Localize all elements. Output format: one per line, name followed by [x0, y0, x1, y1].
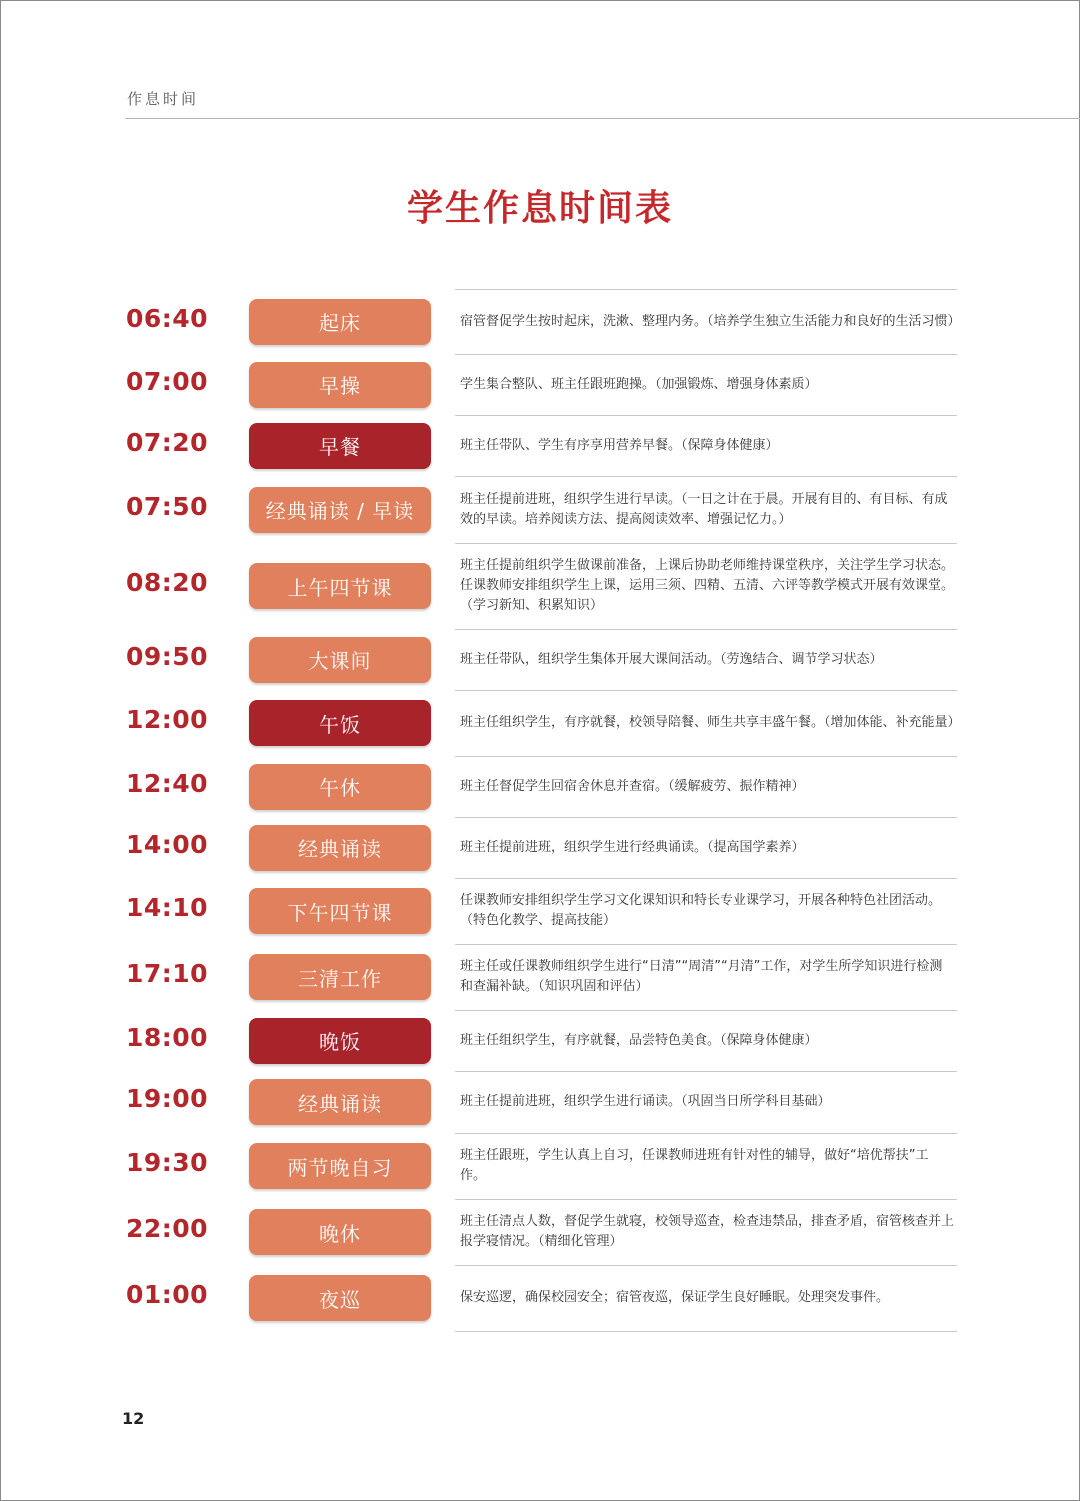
row-divider: [455, 878, 957, 879]
page-title: 学生作息时间表: [406, 187, 673, 229]
activity-description: [460, 946, 954, 1008]
schedule-time: 07:00: [126, 366, 209, 396]
schedule-time: 14:10: [126, 893, 209, 922]
activity-description: [460, 417, 954, 474]
row-divider: [455, 1071, 957, 1072]
activity-badge: 晚休: [249, 1209, 431, 1255]
activity-badge: 三清工作: [249, 954, 431, 1000]
activity-description: [460, 819, 954, 876]
row-divider: [455, 944, 957, 945]
row-divider: [455, 817, 957, 818]
schedule-time: 22:00: [126, 1214, 209, 1243]
schedule-time: 09:50: [126, 641, 209, 671]
row-divider: [455, 1133, 957, 1134]
activity-badge: 大课间: [249, 637, 431, 683]
activity-description: [460, 1073, 954, 1131]
activity-description: [460, 1012, 954, 1069]
row-divider: [455, 1199, 957, 1200]
schedule-time: 19:30: [126, 1148, 209, 1177]
row-divider: [455, 415, 957, 416]
activity-description: [460, 631, 954, 688]
activity-badge: 经典诵读: [249, 825, 431, 871]
row-divider: [455, 690, 957, 691]
activity-description-text: 班主任督促学生回宿舍休息并查宿。（缓解疲劳、振作精神）: [460, 778, 805, 794]
activity-description-text: 班主任提前进班，组织学生进行早读。（一日之计在于晨。开展有目的、有目标、有成效的早读。培养阅读方法、提高阅读效率、增强记忆力。）: [460, 491, 948, 527]
activity-badge: 午饭: [249, 700, 431, 746]
activity-description: [460, 758, 954, 815]
activity-description-text: 班主任跟班，学生认真上自习，任课教师进班有针对性的辅导，做好“培优帮扶”工作。: [460, 1148, 929, 1183]
activity-description-text: 班主任提前组织学生做课前准备，上课后协助老师维持课堂秩序，关注学生学习状态。任课教师安排组织学生上课，运用三须、四精、五清、六评等教学模式开展有效课堂。（学习新知、积累知识）: [460, 558, 955, 613]
schedule-time: 12:40: [126, 768, 209, 798]
activity-description-text: 保安巡逻，确保校园安全；宿管夜巡，保证学生良好睡眠。处理突发事件。: [460, 1290, 890, 1305]
activity-badge: 夜巡: [249, 1275, 431, 1321]
activity-description-text: 班主任提前进班，组织学生进行诵读。（巩固当日所学科目基础）: [460, 1094, 831, 1109]
activity-badge: 起床: [249, 299, 431, 345]
schedule-time: 08:20: [126, 568, 209, 597]
section-label: 作息时间: [127, 90, 200, 108]
schedule-time: 19:00: [126, 1084, 209, 1113]
schedule-time: 06:40: [126, 303, 209, 333]
page-number: 12: [122, 1409, 145, 1428]
row-divider: [455, 756, 957, 757]
row-divider: [455, 1010, 957, 1011]
activity-description: [460, 291, 961, 352]
header-divider: [125, 118, 1080, 119]
schedule-time: 18:00: [126, 1022, 209, 1052]
activity-badge: 经典诵读: [249, 1079, 431, 1125]
activity-badge: 上午四节课: [249, 563, 431, 609]
schedule-time: 07:50: [126, 491, 209, 521]
activity-description-text: 学生集合整队、班主任跟班跑操。（加强锻炼、增强身体素质）: [460, 376, 818, 392]
schedule-time: 14:00: [126, 829, 209, 859]
row-divider: [455, 1331, 957, 1332]
row-divider: [455, 629, 957, 630]
activity-description-text: 班主任带队，组织学生集体开展大课间活动。（劳逸结合、调节学习状态）: [460, 651, 883, 667]
activity-badge: 晚饭: [249, 1018, 431, 1064]
activity-description-text: 班主任清点人数，督促学生就寝，校领导巡查，检查违禁品，排查矛盾，宿管核查并上报学寝情况。（精细化管理）: [460, 1214, 955, 1249]
activity-description-text: 班主任组织学生，有序就餐，品尝特色美食。（保障身体健康）: [460, 1032, 818, 1048]
table-top-rule: [455, 289, 957, 290]
schedule-time: 12:00: [126, 705, 209, 734]
activity-description: [460, 692, 961, 754]
activity-description: [460, 880, 954, 942]
activity-description-text: 班主任或任课教师组织学生进行“日清”“周清”“月清”工作，对学生所学知识进行检测和查漏补缺。（知识巩固和评估）: [460, 959, 943, 994]
activity-description-text: 班主任带队、学生有序享用营养早餐。（保障身体健康）: [460, 437, 779, 453]
row-divider: [455, 354, 957, 355]
schedule-time: 01:00: [126, 1280, 209, 1309]
row-divider: [455, 476, 957, 477]
activity-badge: 两节晚自习: [249, 1143, 431, 1189]
activity-description: [460, 356, 954, 413]
activity-badge: 经典诵读 / 早读: [249, 487, 431, 533]
activity-description: [460, 1201, 954, 1263]
activity-description-text: 班主任组织学生，有序就餐，校领导陪餐、师生共享丰盛午餐。（增加体能、补充能量）: [460, 715, 961, 730]
activity-badge: 早操: [249, 362, 431, 408]
activity-badge: 早餐: [249, 423, 431, 469]
activity-badge: 下午四节课: [249, 888, 431, 934]
activity-description: [460, 478, 954, 541]
schedule-time: 17:10: [126, 959, 209, 988]
activity-description-text: 班主任提前进班，组织学生进行经典诵读。（提高国学素养）: [460, 839, 805, 855]
activity-description: [460, 545, 954, 627]
activity-description-text: 任课教师安排组织学生学习文化课知识和特长专业课学习，开展各种特色社团活动。（特色化教学、提高技能）: [460, 893, 942, 928]
activity-badge: 午休: [249, 764, 431, 810]
activity-description: [460, 1267, 954, 1329]
activity-description-text: 宿管督促学生按时起床，洗漱、整理内务。（培养学生独立生活能力和良好的生活习惯）: [460, 313, 961, 329]
schedule-time: 07:20: [126, 427, 209, 457]
row-divider: [455, 1265, 957, 1266]
row-divider: [455, 543, 957, 544]
activity-description: [460, 1135, 954, 1197]
